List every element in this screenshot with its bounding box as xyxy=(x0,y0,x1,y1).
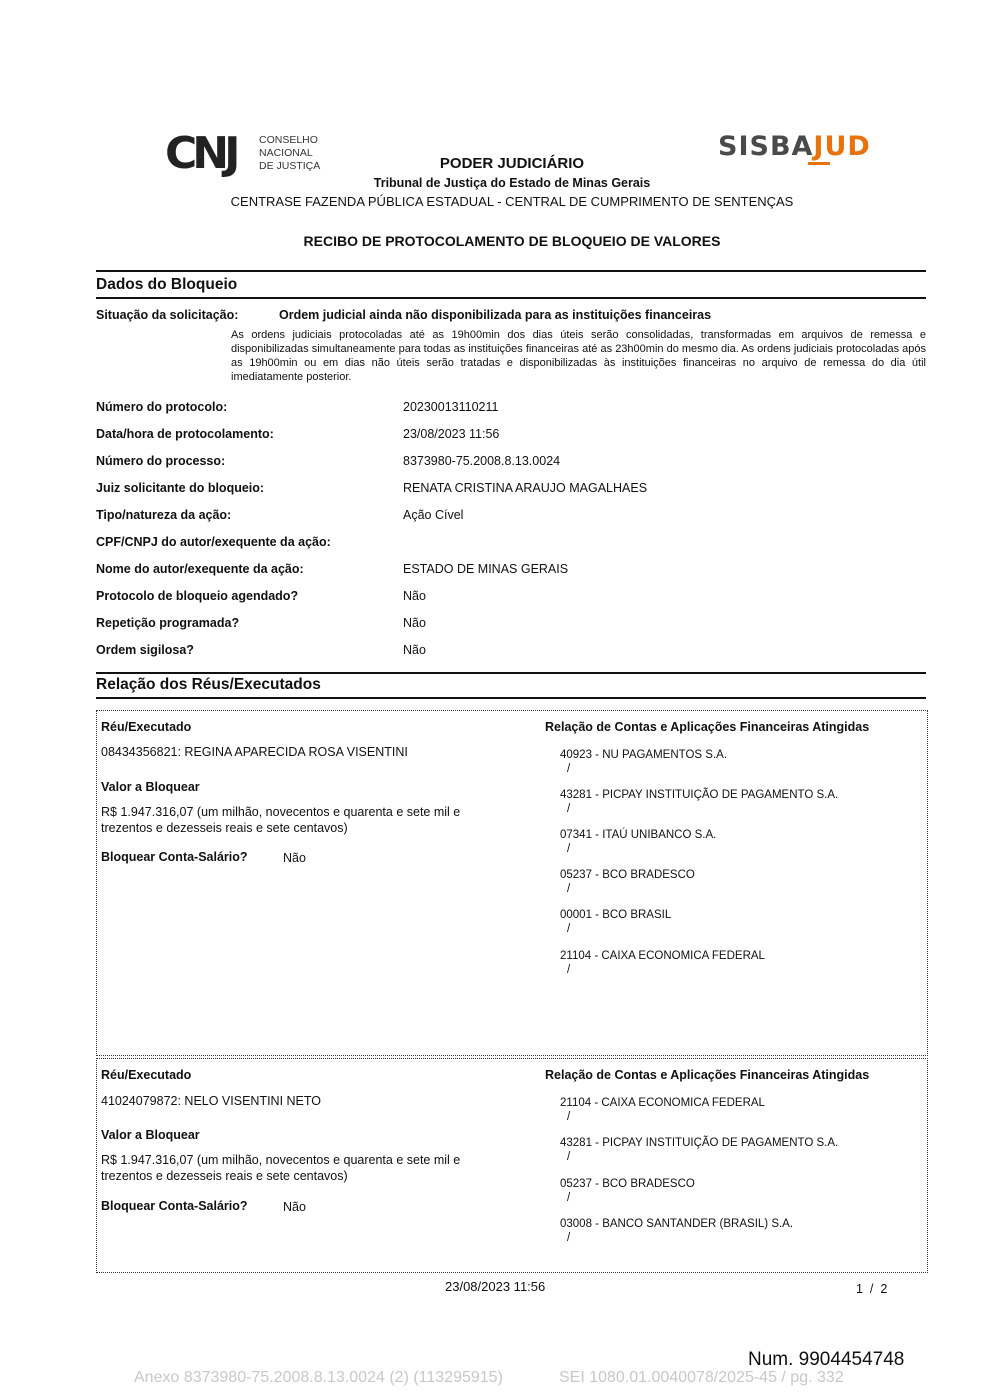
reu-name: 08434356821: REGINA APARECIDA ROSA VISENTINI xyxy=(101,745,408,759)
valor-label: Valor a Bloquear xyxy=(101,1128,200,1142)
conta-item xyxy=(560,1136,838,1164)
field-value: Não xyxy=(403,643,426,657)
situacao-value: Ordem judicial ainda não disponibilizada para as instituições financeiras xyxy=(279,308,712,322)
conta-sub: / xyxy=(567,883,571,895)
reu-name: 41024079872: NELO VISENTINI NETO xyxy=(101,1094,322,1108)
conta-sub: / xyxy=(567,1111,571,1123)
cnj-logo-line: NACIONAL xyxy=(259,147,313,159)
sisbajud-logo-part: SISBA xyxy=(718,131,814,162)
field-value: Ação Cível xyxy=(403,508,464,522)
field-label: Nome do autor/exequente da ação: xyxy=(96,562,304,576)
conta-name: 21104 - CAIXA ECONOMICA FEDERAL xyxy=(560,1097,765,1109)
sei-watermark: SEI 1080.01.0040078/2025-45 / pg. 332 xyxy=(559,1369,844,1386)
conta-item xyxy=(560,1177,695,1205)
field-label: Número do processo: xyxy=(96,454,226,468)
conta-sub: / xyxy=(567,1151,571,1163)
field-value: 8373980-75.2008.8.13.0024 xyxy=(403,454,561,468)
conta-salario-value: Não xyxy=(283,1200,306,1214)
conta-name: 05237 - BCO BRADESCO xyxy=(560,869,695,881)
poder-judiciario-title: PODER JUDICIÁRIO xyxy=(439,155,585,172)
field-label: Tipo/natureza da ação: xyxy=(96,508,232,522)
valor-line: trezentos e dezesseis reais e sete centavos) xyxy=(101,1169,348,1183)
situacao-label: Situação da solicitação: xyxy=(96,308,239,322)
conta-name: 03008 - BANCO SANTANDER (BRASIL) S.A. xyxy=(560,1218,794,1230)
field-value: 20230013110211 xyxy=(403,400,499,414)
field-label: Juiz solicitante do bloqueio: xyxy=(96,481,265,495)
field-label: Repetição programada? xyxy=(96,616,240,630)
valor-line: R$ 1.947.316,07 (um milhão, novecentos e quarenta e sete mil e xyxy=(101,805,461,819)
conta-item xyxy=(560,748,727,776)
field-label: Data/hora de protocolamento: xyxy=(96,427,274,441)
conta-sub: / xyxy=(567,923,571,935)
conta-name: 43281 - PICPAY INSTITUIÇÃO DE PAGAMENTO S.A. xyxy=(560,1137,839,1149)
footer-date: 23/08/2023 11:56 xyxy=(445,1279,546,1294)
field-label: CPF/CNPJ do autor/exequente da ação: xyxy=(96,535,331,549)
section-title-relacao: Relação dos Réus/Executados xyxy=(96,676,926,699)
valor-line: trezentos e dezesseis reais e sete centavos) xyxy=(101,821,348,835)
centrase-name: CENTRASE FAZENDA PÚBLICA ESTADUAL - CENTRAL DE CUMPRIMENTO DE SENTENÇAS xyxy=(230,194,794,209)
field-value: Não xyxy=(403,616,426,630)
conta-sub: / xyxy=(567,763,571,775)
conta-item xyxy=(560,828,716,856)
conta-item xyxy=(560,949,765,977)
tribunal-name: Tribunal de Justiça do Estado de Minas Gerais xyxy=(373,176,651,190)
situacao-description: As ordens judiciais protocoladas até as 19h00min dos dias úteis serão consolidadas, transformadas em arquivos de remessa e disponibilizadas simultaneamente para todas as instituições financeiras até as 23h00min do mesmo dia. As ordens judiciais protocoladas após as 19h00min ou em dias não úteis serão tratadas e disponibilizadas às instituições financeiras no arquivo de remessa do dia útil imediatamente posterior. xyxy=(231,329,926,383)
conta-name: 21104 - CAIXA ECONOMICA FEDERAL xyxy=(560,950,765,962)
reu-label: Réu/Executado xyxy=(101,720,192,734)
conta-item xyxy=(560,1096,765,1124)
conta-name: 43281 - PICPAY INSTITUIÇÃO DE PAGAMENTO S.A. xyxy=(560,789,839,801)
cnj-logo-line: DE JUSTIÇA xyxy=(259,160,321,172)
field-value: 23/08/2023 11:56 xyxy=(403,427,500,441)
field-value: ESTADO DE MINAS GERAIS xyxy=(403,562,569,576)
contas-label: Relação de Contas e Aplicações Financeiras Atingidas xyxy=(545,720,870,734)
section-rule xyxy=(96,672,926,674)
page-number: 1 / 2 xyxy=(856,1282,888,1296)
conta-name: 00001 - BCO BRASIL xyxy=(560,909,672,921)
conta-item xyxy=(560,908,671,936)
contas-label: Relação de Contas e Aplicações Financeiras Atingidas xyxy=(545,1068,870,1082)
reu-label: Réu/Executado xyxy=(101,1068,192,1082)
conta-name: 40923 - NU PAGAMENTOS S.A. xyxy=(560,749,728,761)
conta-item xyxy=(560,868,695,896)
field-value: Não xyxy=(403,589,426,603)
sisbajud-logo-part: JUD xyxy=(813,131,871,162)
field-value: RENATA CRISTINA ARAUJO MAGALHAES xyxy=(403,481,648,495)
valor-label: Valor a Bloquear xyxy=(101,780,200,794)
conta-name: 05237 - BCO BRADESCO xyxy=(560,1178,695,1190)
reu-card xyxy=(96,710,928,1056)
conta-salario-label: Bloquear Conta-Salário? xyxy=(101,1199,248,1213)
field-label: Ordem sigilosa? xyxy=(96,643,194,657)
document-num: Num. 9904454748 xyxy=(748,1349,905,1370)
field-label: Número do protocolo: xyxy=(96,400,228,414)
conta-item xyxy=(560,788,838,816)
cnj-logo-line: CONSELHO xyxy=(259,134,318,146)
field-label: Protocolo de bloqueio agendado? xyxy=(96,589,299,603)
document-title: RECIBO DE PROTOCOLAMENTO DE BLOQUEIO DE VALORES xyxy=(303,233,721,249)
conta-sub: / xyxy=(567,1232,571,1244)
conta-sub: / xyxy=(567,803,571,815)
cnj-logo-mark: CNJ xyxy=(165,128,236,179)
conta-sub: / xyxy=(567,1192,571,1204)
anexo-watermark: Anexo 8373980-75.2008.8.13.0024 (2) (113295915) xyxy=(134,1369,503,1386)
conta-salario-value: Não xyxy=(283,851,306,865)
conta-sub: / xyxy=(567,843,571,855)
conta-item xyxy=(560,1217,793,1245)
section-title-dados: Dados do Bloqueio xyxy=(96,276,926,299)
conta-name: 07341 - ITAÚ UNIBANCO S.A. xyxy=(560,829,717,841)
conta-salario-label: Bloquear Conta-Salário? xyxy=(101,850,248,864)
section-rule xyxy=(96,270,926,272)
conta-sub: / xyxy=(567,964,571,976)
valor-line: R$ 1.947.316,07 (um milhão, novecentos e quarenta e sete mil e xyxy=(101,1153,461,1167)
